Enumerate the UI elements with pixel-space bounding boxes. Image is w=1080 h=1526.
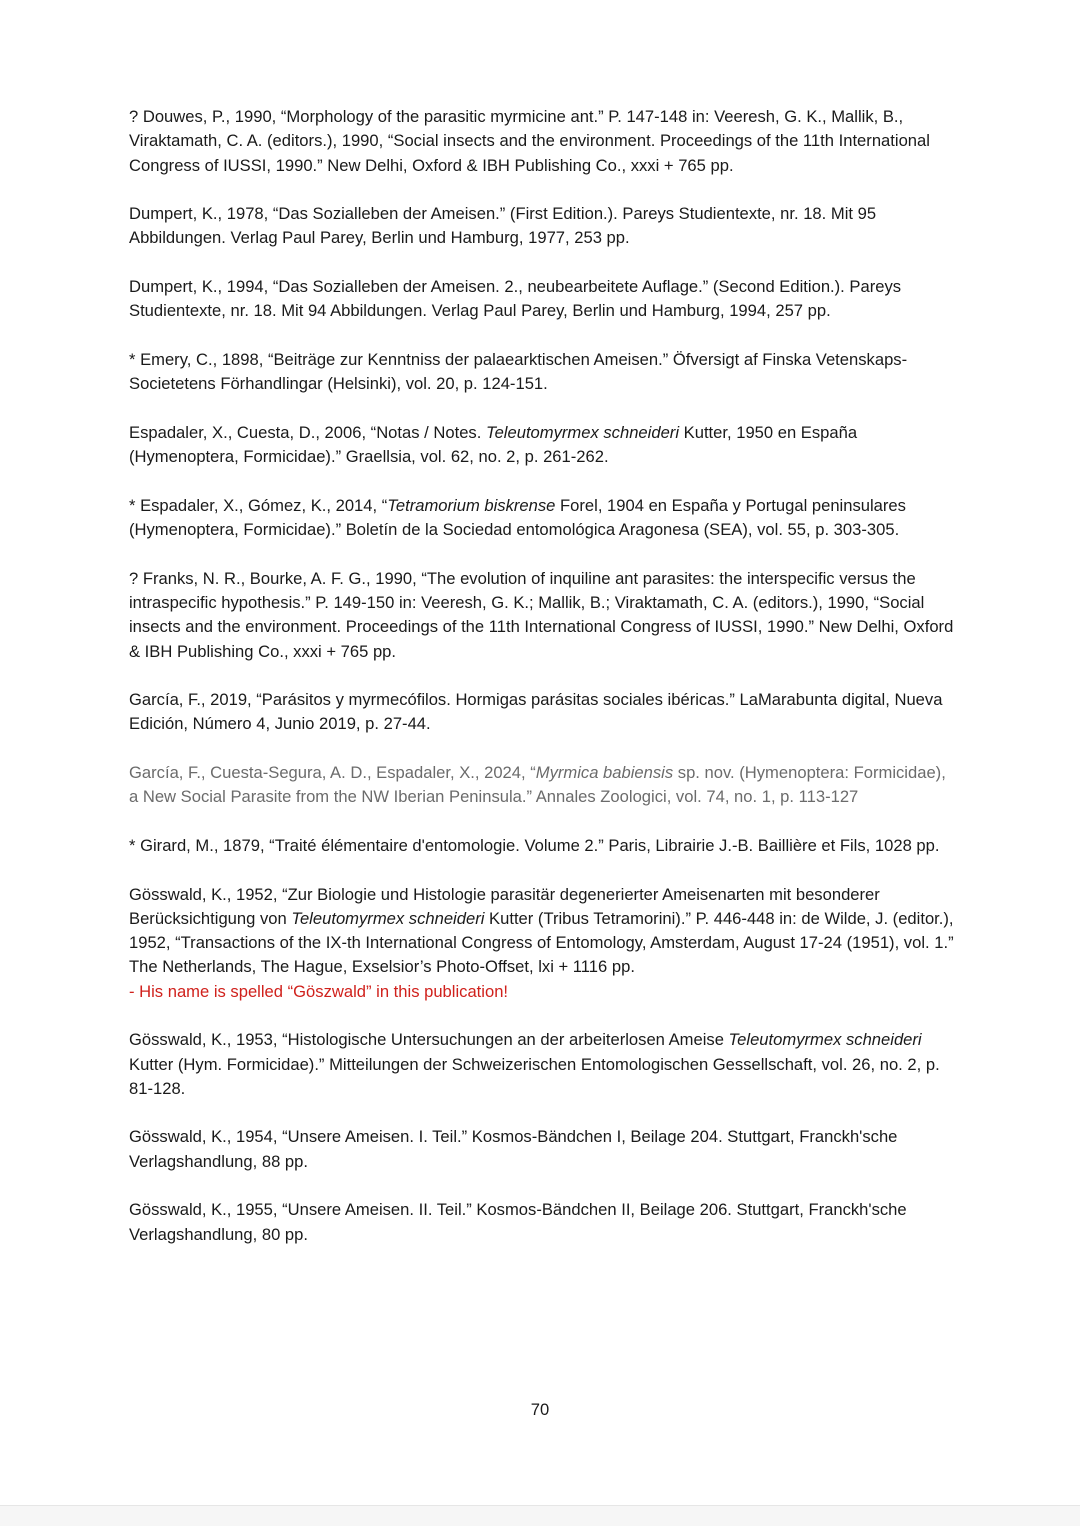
reference-text: Gösswald, K., 1953, “Histologische Untersuchungen an der arbeiterlosen Ameise: [129, 1030, 729, 1050]
reference-text: * Espadaler, X., Gómez, K., 2014, “: [129, 495, 388, 515]
species-name-italic: Teleutomyrmex schneideri: [485, 422, 680, 442]
reference-text: Kutter (Tribus Tetramorini).” P. 446-448 in: de Wilde, J. (editor.), 1952, “Transactions of the IX-th International Congress of Entomology, Amsterdam, August 17-24 (1951), vol. 1.” The Netherlands, The Hague, Exselsior’s Photo-Offset, lxi + 1116 pp.: [129, 908, 954, 977]
reference-entry: [129, 567, 955, 664]
reference-text: Kutter, 1950 en España (Hymenoptera, Formicidae).” Graellsia, vol. 62, no. 2, p. 261-262.: [129, 422, 858, 467]
page-number: 70: [530, 1400, 550, 1419]
reference-entry: [129, 105, 955, 178]
reference-text: Forel, 1904 en España y Portugal peninsulares (Hymenoptera, Formicidae).” Boletín de la Sociedad entomológica Aragonesa (SEA), vol. 55, p. 303-305.: [129, 495, 906, 540]
viewer-bottom-edge: [0, 1505, 1080, 1526]
reference-text: sp. nov. (Hymenoptera: Formicidae), a New Social Parasite from the NW Iberian Peninsula.” Annales Zoologici, vol. 74, no. 1, p. 113-127: [129, 763, 946, 807]
species-name-italic: Tetramorium biskrense: [387, 495, 556, 515]
reference-entry: [129, 688, 955, 737]
reference-text: Kutter (Hym. Formicidae).” Mitteilungen der Schweizerischen Entomologischen Gessellschaft, vol. 26, no. 2, p. 81-128.: [129, 1054, 940, 1098]
species-name-italic: Teleutomyrmex schneideri: [728, 1030, 922, 1050]
reference-text: Gösswald, K., 1955, “Unsere Ameisen. II. Teil.” Kosmos-Bändchen II, Beilage 206. Stuttgart, Franckh'sche Verlagshandlung, 80 pp.: [129, 1200, 907, 1244]
reference-text: García, F., 2019, “Parásitos y myrmecófilos. Hormigas parásitas sociales ibéricas.” LaMarabunta digital, Nueva Edición, Número 4, Junio 2019, p. 27-44.: [129, 690, 943, 734]
reference-entry: [129, 883, 955, 1004]
reference-entry: [129, 761, 955, 810]
reference-text: * Emery, C., 1898, “Beiträge zur Kenntniss der palaearktischen Ameisen.” Öfversigt af Finska Vetenskaps-Societetens Förhandlingar (Helsinki), vol. 20, p. 124-151.: [129, 349, 908, 394]
reference-text: Gösswald, K., 1954, “Unsere Ameisen. I. Teil.” Kosmos-Bändchen I, Beilage 204. Stuttgart, Franckh'sche Verlagshandlung, 88 pp.: [129, 1127, 898, 1171]
reference-entry: [129, 1198, 955, 1247]
reference-entry: [129, 202, 955, 251]
reference-text: ? Franks, N. R., Bourke, A. F. G., 1990, “The evolution of inquiline ant parasites: the interspecific versus the intraspecific hypothesis.” P. 149-150 in: Veeresh, G. K.; Mallik, B.; Viraktamath, C. A. (editors.), 1990, “Social insects and the environment. Proceedings of the 11th International Congress of IUSSI, 1990.” New Delhi, Oxford & IBH Publishing Co., xxxi + 765 pp.: [129, 568, 954, 661]
reference-text: Gösswald, K., 1952, “Zur Biologie und Histologie parasitär degenerierter Ameisenarten mit besonderer Berücksichtigung von: [129, 884, 880, 928]
reference-note: - His name is spelled “Göszwald” in this publication!: [129, 981, 509, 1001]
species-name-italic: Teleutomyrmex schneideri: [291, 908, 485, 928]
reference-text: García, F., Cuesta-Segura, A. D., Espadaler, X., 2024, “: [129, 763, 536, 783]
reference-text: * Girard, M., 1879, “Traité élémentaire d'entomologie. Volume 2.” Paris, Librairie J.-B. Baillière et Fils, 1028 pp.: [129, 835, 940, 855]
reference-entry: [129, 494, 955, 543]
species-name-italic: Myrmica babiensis: [535, 763, 674, 783]
reference-entry: [129, 834, 955, 858]
reference-entry: [129, 348, 955, 397]
reference-text: Espadaler, X., Cuesta, D., 2006, “Notas / Notes.: [129, 422, 486, 442]
reference-entry: [129, 421, 955, 470]
reference-text: Dumpert, K., 1978, “Das Sozialleben der Ameisen.” (First Edition.). Pareys Studientexte, nr. 18. Mit 95 Abbildungen. Verlag Paul Parey, Berlin und Hamburg, 1977, 253 pp.: [129, 204, 877, 248]
reference-entry: [129, 1125, 955, 1174]
reference-text: Dumpert, K., 1994, “Das Sozialleben der Ameisen. 2., neubearbeitete Auflage.” (Second Edition.). Pareys Studientexte, nr. 18. Mit 94 Abbildungen. Verlag Paul Parey, Berlin und Hamburg, 1994, 257 pp.: [129, 277, 902, 321]
reference-entry: [129, 275, 955, 324]
reference-text: ? Douwes, P., 1990, “Morphology of the parasitic myrmicine ant.” P. 147-148 in: Veeresh, G. K., Mallik, B., Viraktamath, C. A. (editors.), 1990, “Social insects and the environment. Proceedings of the 11th International Congress of IUSSI, 1990.” New Delhi, Oxford & IBH Publishing Co., xxxi + 765 pp.: [129, 107, 930, 175]
reference-entry: [129, 1028, 955, 1101]
reference-list: [129, 105, 955, 1271]
